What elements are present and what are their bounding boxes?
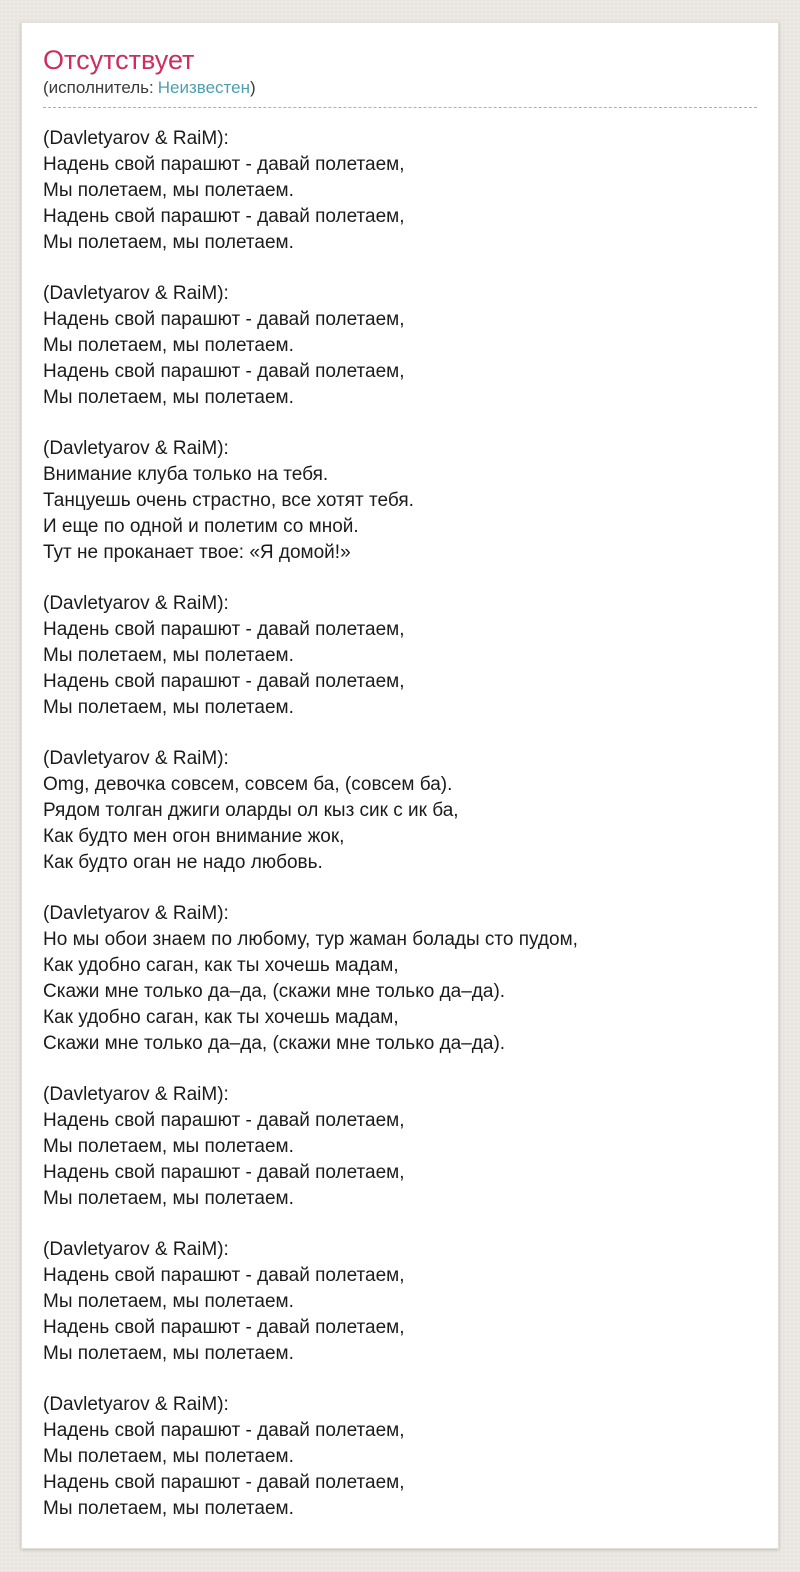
stanza: (Davletyarov & RaiM): Надень свой парашют - давай полетаем, Мы полетаем, мы полетаем. Надень свой парашют - давай полетаем, Мы полетаем, мы полетаем. [43, 128, 405, 253]
stanza: (Davletyarov & RaiM): Надень свой парашют - давай полетаем, Мы полетаем, мы полетаем. Надень свой парашют - давай полетаем, Мы полетаем, мы полетаем. [43, 1239, 405, 1364]
stanza: (Davletyarov & RaiM): Omg, девочка совсем, совсем ба, (совсем ба). Рядом толган джиги оларды ол кыз сик с ик ба, Как будто мен огон внимание жок, Как будто оган не надо любовь. [43, 748, 459, 873]
stanza: (Davletyarov & RaiM): Надень свой парашют - давай полетаем, Мы полетаем, мы полетаем. Надень свой парашют - давай полетаем, Мы полетаем, мы полетаем. [43, 1084, 405, 1209]
artist-link[interactable]: Неизвестен [157, 78, 250, 97]
lyrics [43, 126, 757, 1522]
song-header [43, 45, 757, 108]
stanza: (Davletyarov & RaiM): Надень свой парашют - давай полетаем, Мы полетаем, мы полетаем. Надень свой парашют - давай полетаем, Мы полетаем, мы полетаем. [43, 593, 405, 718]
lyrics-card [21, 22, 779, 1549]
stanza: (Davletyarov & RaiM): Но мы обои знаем по любому, тур жаман болады сто пудом, Как удобно саган, как ты хочешь мадам, Скажи мне только да–да, (скажи мне только да–да). Как удобно саган, как ты хочешь мадам, Скажи мне только да–да, (скажи мне только да–да). [43, 903, 578, 1054]
stanza: (Davletyarov & RaiM): Надень свой парашют - давай полетаем, Мы полетаем, мы полетаем. Надень свой парашют - давай полетаем, Мы полетаем, мы полетаем. [43, 1394, 405, 1519]
artist-label-prefix: (исполнитель: [43, 78, 154, 97]
song-title-link[interactable]: Отсутствует [43, 45, 195, 75]
stanza: (Davletyarov & RaiM): Внимание клуба только на тебя. Танцуешь очень страстно, все хотят тебя. И еще по одной и полетим со мной. Тут не проканает твое: «Я домой!» [43, 438, 414, 563]
stanza: (Davletyarov & RaiM): Надень свой парашют - давай полетаем, Мы полетаем, мы полетаем. Надень свой парашют - давай полетаем, Мы полетаем, мы полетаем. [43, 283, 405, 408]
artist-label-suffix: ) [250, 78, 256, 97]
song-subtitle [43, 77, 757, 98]
